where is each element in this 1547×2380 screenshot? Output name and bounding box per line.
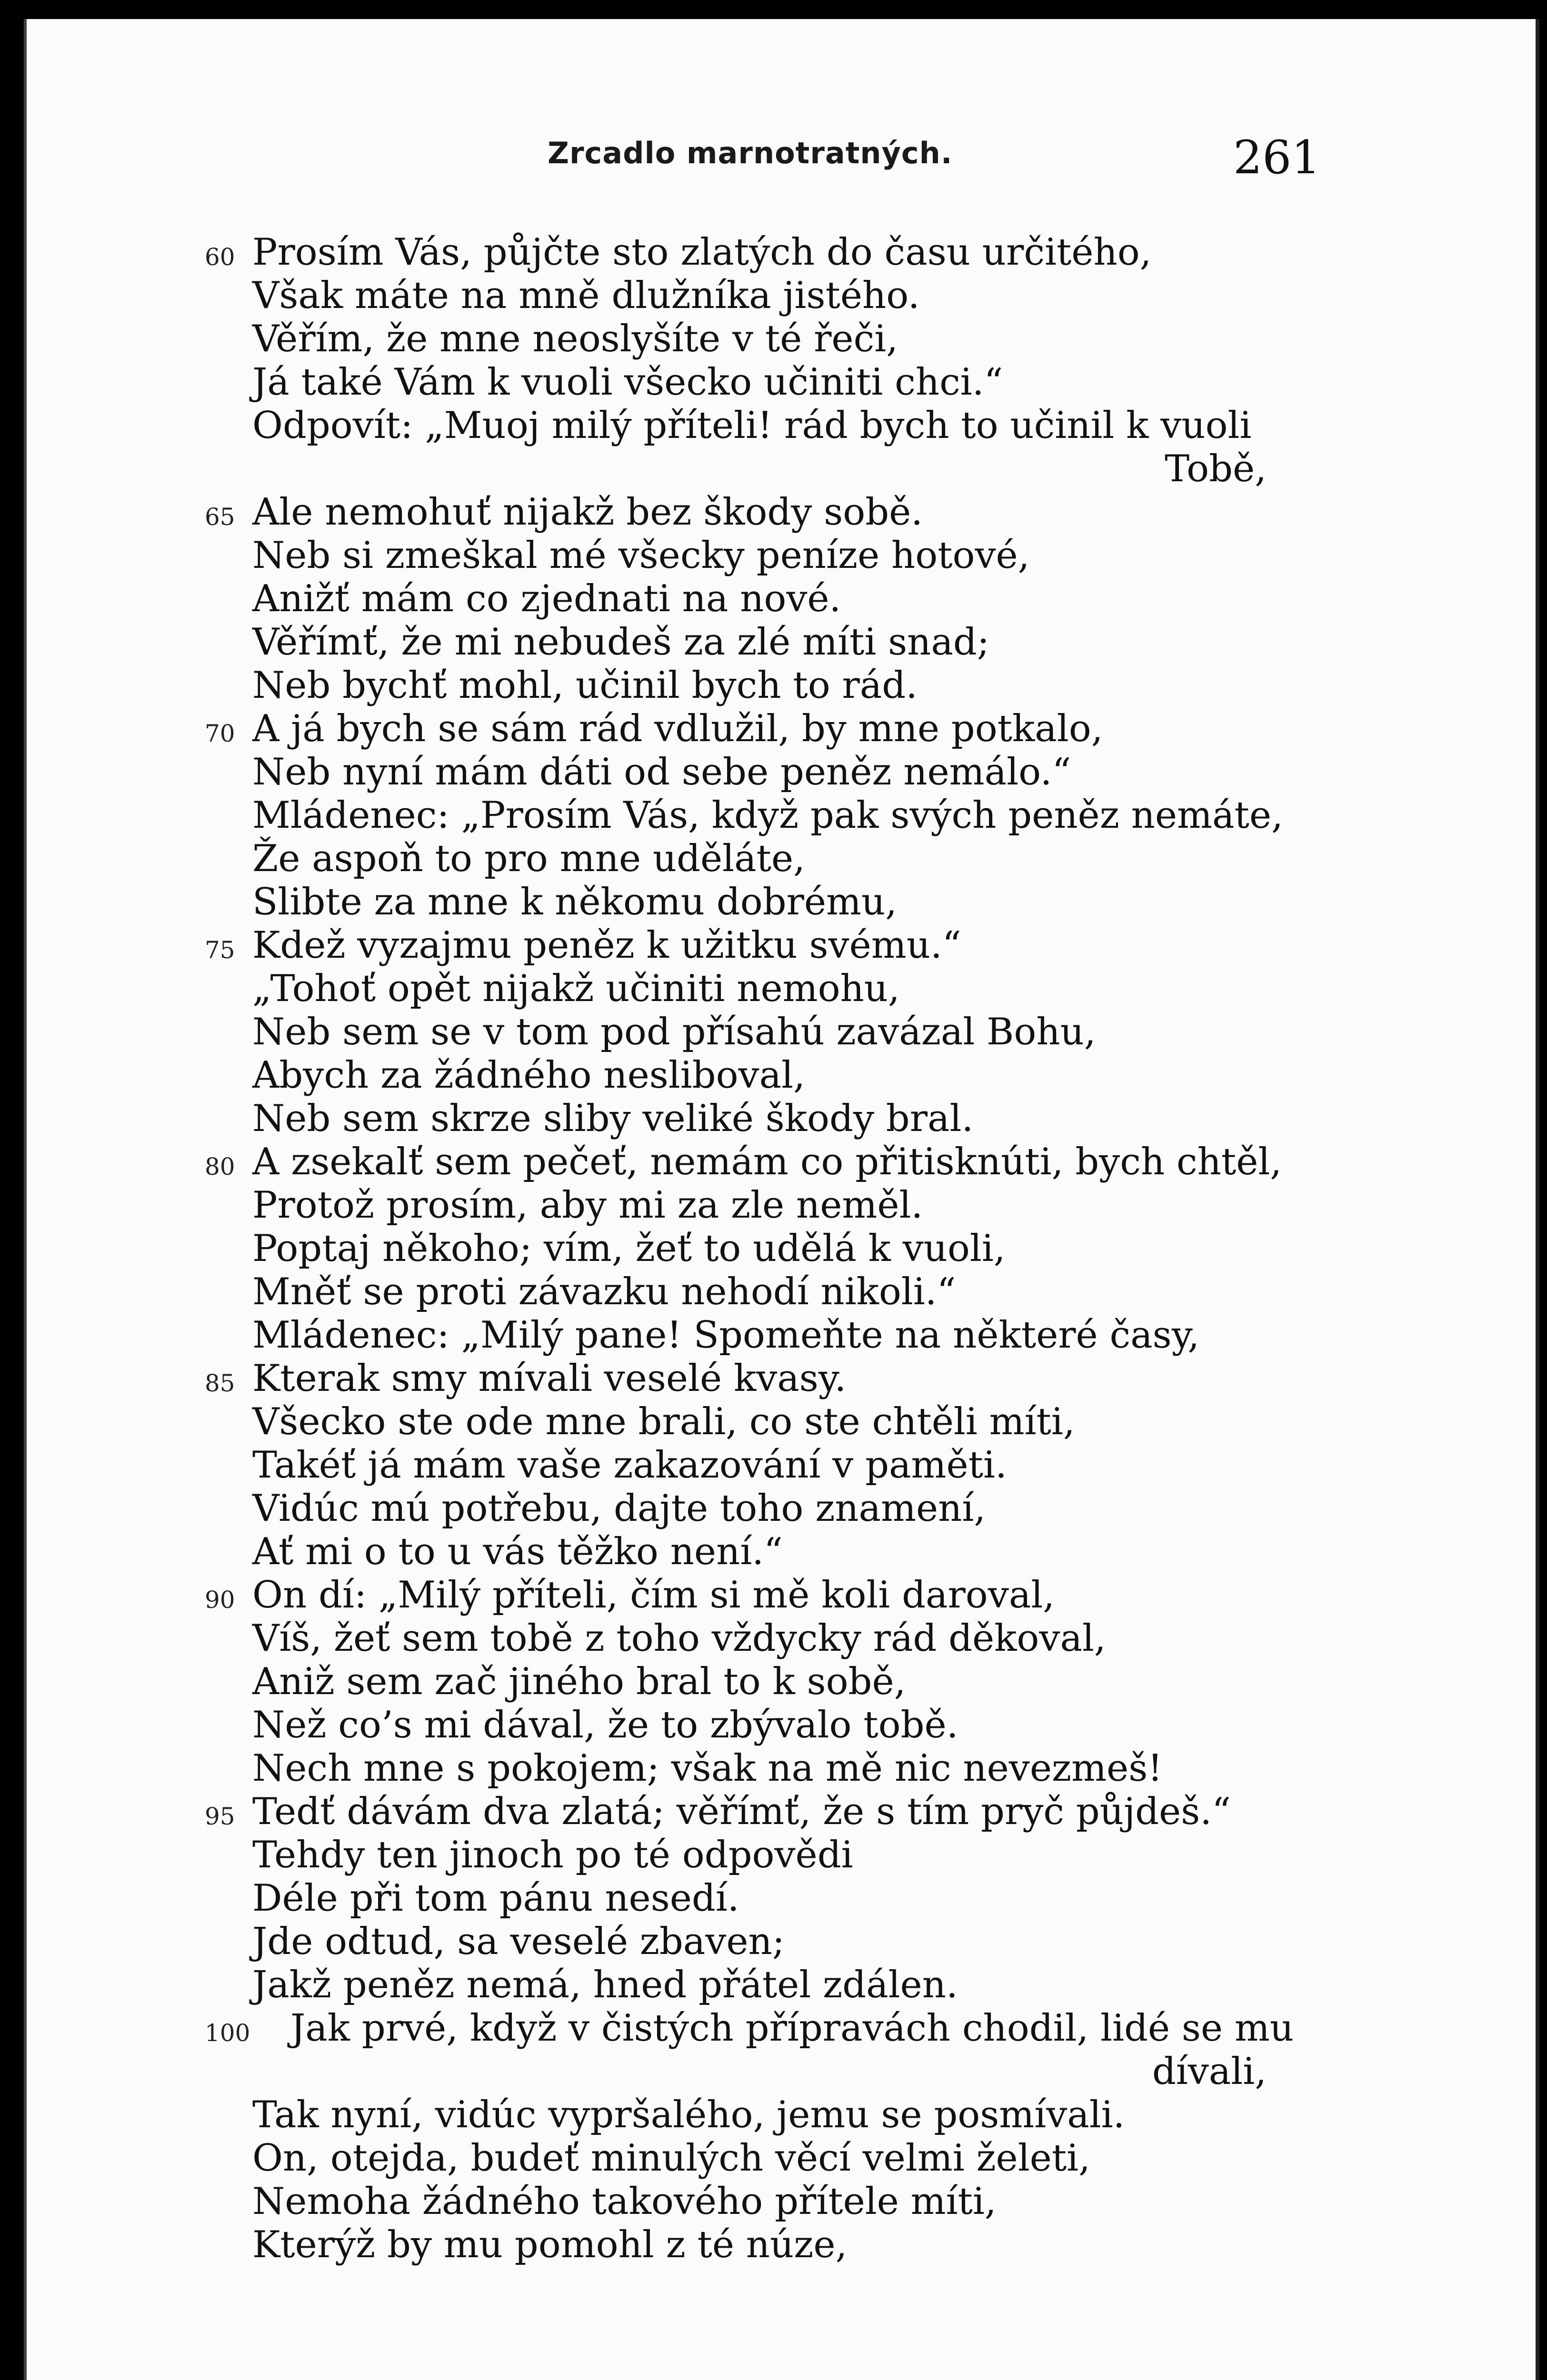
verse-text: Věřímť, že mi nebudeš za zlé míti snad; [252,621,990,664]
page-header [24,117,1536,193]
verse-text: Nemoha žádného takového přítele míti, [252,2180,997,2223]
running-title: Zrcadlo marnotratných. [548,136,953,170]
verse-line [24,1964,1536,2007]
verse-line [24,924,1536,967]
verse-text: „Tohoť opět nijakž učiniti nemohu, [252,967,900,1010]
verse-line [24,1444,1536,1487]
page-number: 261 [1233,131,1321,184]
verse-line [24,2223,1536,2267]
verse-text: Déle při tom pánu nesedí. [252,1877,739,1920]
verse-line [24,1054,1536,1097]
line-number: 90 [205,1586,235,1614]
verse-text: Ale nemohuť nijakž bez škody sobě. [252,491,923,534]
verse-line [24,664,1536,707]
verse-line [24,2180,1536,2223]
verse-line [24,1574,1536,1617]
verse-line [24,1790,1536,1834]
verse-line [24,1747,1536,1790]
verse-line [24,837,1536,881]
verse-line [24,1011,1536,1054]
verse-line [24,1530,1536,1574]
verse-line [24,1617,1536,1660]
verse-line [24,1270,1536,1314]
verse-text: Tehdy ten jinoch po té odpovědi [252,1834,853,1876]
verse-line [24,231,1536,274]
verse-text: Než co’s mi dával, že to zbývalo tobě. [252,1704,958,1746]
verse-text: dívali, [1152,2050,1267,2093]
verse-text: Aniž sem zač jiného bral to k sobě, [252,1660,906,1703]
verse-text: Kdež vyzajmu peněz k užitku svému.“ [252,924,961,967]
line-number: 100 [205,2019,250,2047]
line-number: 80 [205,1153,235,1180]
verse-line [24,1314,1536,1357]
line-number: 60 [205,243,235,271]
verse-line [24,317,1536,361]
line-number: 70 [205,720,235,747]
verse-text: On dí: „Milý příteli, čím si mě koli daroval, [252,1574,1055,1616]
verse-line [24,1400,1536,1444]
verse-line [24,967,1536,1011]
verse-line [24,1877,1536,1920]
verse-text: Mněť se proti závazku nehodí nikoli.“ [252,1270,956,1313]
verse-line [24,2050,1536,2093]
verse-text: Ať mi o to u vás těžko není.“ [252,1530,783,1573]
verse-line [24,1184,1536,1227]
verse-line [24,1227,1536,1270]
verse-text: A já bych se sám rád vdlužil, by mne potkalo, [252,707,1103,750]
verse-line [24,1097,1536,1140]
verse-text: Neb sem skrze sliby veliké škody bral. [252,1097,974,1140]
verse-text: Neb si zmeškal mé všecky peníze hotové, [252,534,1030,577]
line-number: 75 [205,936,235,964]
verse-text: Takéť já mám vaše zakazování v paměti. [252,1444,1007,1487]
verse-line [24,2137,1536,2180]
verse-text: Jak prvé, když v čistých přípravách chodil, lidé se mu [290,2007,1294,2050]
verse-text: Já také Vám k vuoli všecko učiniti chci.“ [252,361,1003,404]
verse-text: Mládenec: „Milý pane! Spomeňte na některé časy, [252,1314,1200,1357]
verse-line [24,404,1536,447]
line-number: 85 [205,1369,235,1397]
poem-text [24,231,1536,2267]
verse-line [24,274,1536,317]
verse-text: Neb bychť mohl, učinil bych to rád. [252,664,918,707]
verse-text: Kterak smy mívali veselé kvasy. [252,1357,847,1400]
verse-text: Jakž peněz nemá, hned přátel zdálen. [252,1964,958,2006]
verse-line [24,1834,1536,1877]
verse-line [24,1660,1536,1704]
verse-line [24,1487,1536,1530]
verse-text: Odpovít: „Muoj milý příteli! rád bych to učinil k vuoli [252,404,1252,447]
verse-text: Kterýž by mu pomohl z té núze, [252,2223,848,2266]
verse-text: Všecko ste ode mne brali, co ste chtěli míti, [252,1400,1075,1443]
verse-line [24,1920,1536,1964]
verse-line [24,1704,1536,1747]
verse-text: Že aspoň to pro mne uděláte, [252,837,805,880]
verse-line [24,2007,1536,2050]
verse-text: Abych za žádného nesliboval, [252,1054,805,1097]
verse-text: Prosím Vás, půjčte sto zlatých do času určitého, [252,231,1152,274]
line-number: 65 [205,503,235,531]
verse-line [24,621,1536,664]
verse-line [24,491,1536,534]
verse-text: Neb sem se v tom pod přísahú zavázal Bohu, [252,1011,1096,1053]
verse-line [24,534,1536,577]
verse-line [24,361,1536,404]
verse-line [24,447,1536,491]
verse-text: Mládenec: „Prosím Vás, když pak svých peněz nemáte, [252,794,1283,837]
verse-line [24,707,1536,751]
verse-text: Tedť dávám dva zlatá; věřímť, že s tím pryč půjdeš.“ [252,1790,1231,1833]
verse-text: Slibte za mne k někomu dobrému, [252,881,898,923]
verse-line [24,1140,1536,1184]
verse-text: Věřím, že mne neoslyšíte v té řeči, [252,317,898,360]
verse-text: Vidúc mú potřebu, dajte toho znamení, [252,1487,986,1530]
verse-text: Anižť mám co zjednati na nové. [252,577,841,620]
verse-text: Však máte na mně dlužníka jistého. [252,274,920,317]
verse-line [24,577,1536,621]
verse-text: Víš, žeť sem tobě z toho vždycky rád děkoval, [252,1617,1106,1660]
verse-line [24,751,1536,794]
verse-line [24,2093,1536,2137]
verse-text: Protož prosím, aby mi za zle neměl. [252,1184,923,1227]
verse-text: On, otejda, budeť minulých věcí velmi želeti, [252,2137,1090,2180]
verse-line [24,881,1536,924]
book-page [24,19,1539,2380]
verse-line [24,1357,1536,1400]
verse-text: Nech mne s pokojem; však na mě nic nevezmeš! [252,1747,1163,1790]
verse-text: Tak nyní, vidúc vypršalého, jemu se posmívali. [252,2093,1125,2136]
verse-text: Tobě, [1165,447,1267,490]
line-number: 95 [205,1803,235,1830]
verse-text: Poptaj někoho; vím, žeť to udělá k vuoli, [252,1227,1006,1270]
verse-text: Neb nyní mám dáti od sebe peněz nemálo.“ [252,751,1071,793]
verse-text: Jde odtud, sa veselé zbaven; [252,1920,785,1963]
verse-line [24,794,1536,837]
verse-text: A zsekalť sem pečeť, nemám co přitisknúti, bych chtěl, [252,1140,1282,1183]
